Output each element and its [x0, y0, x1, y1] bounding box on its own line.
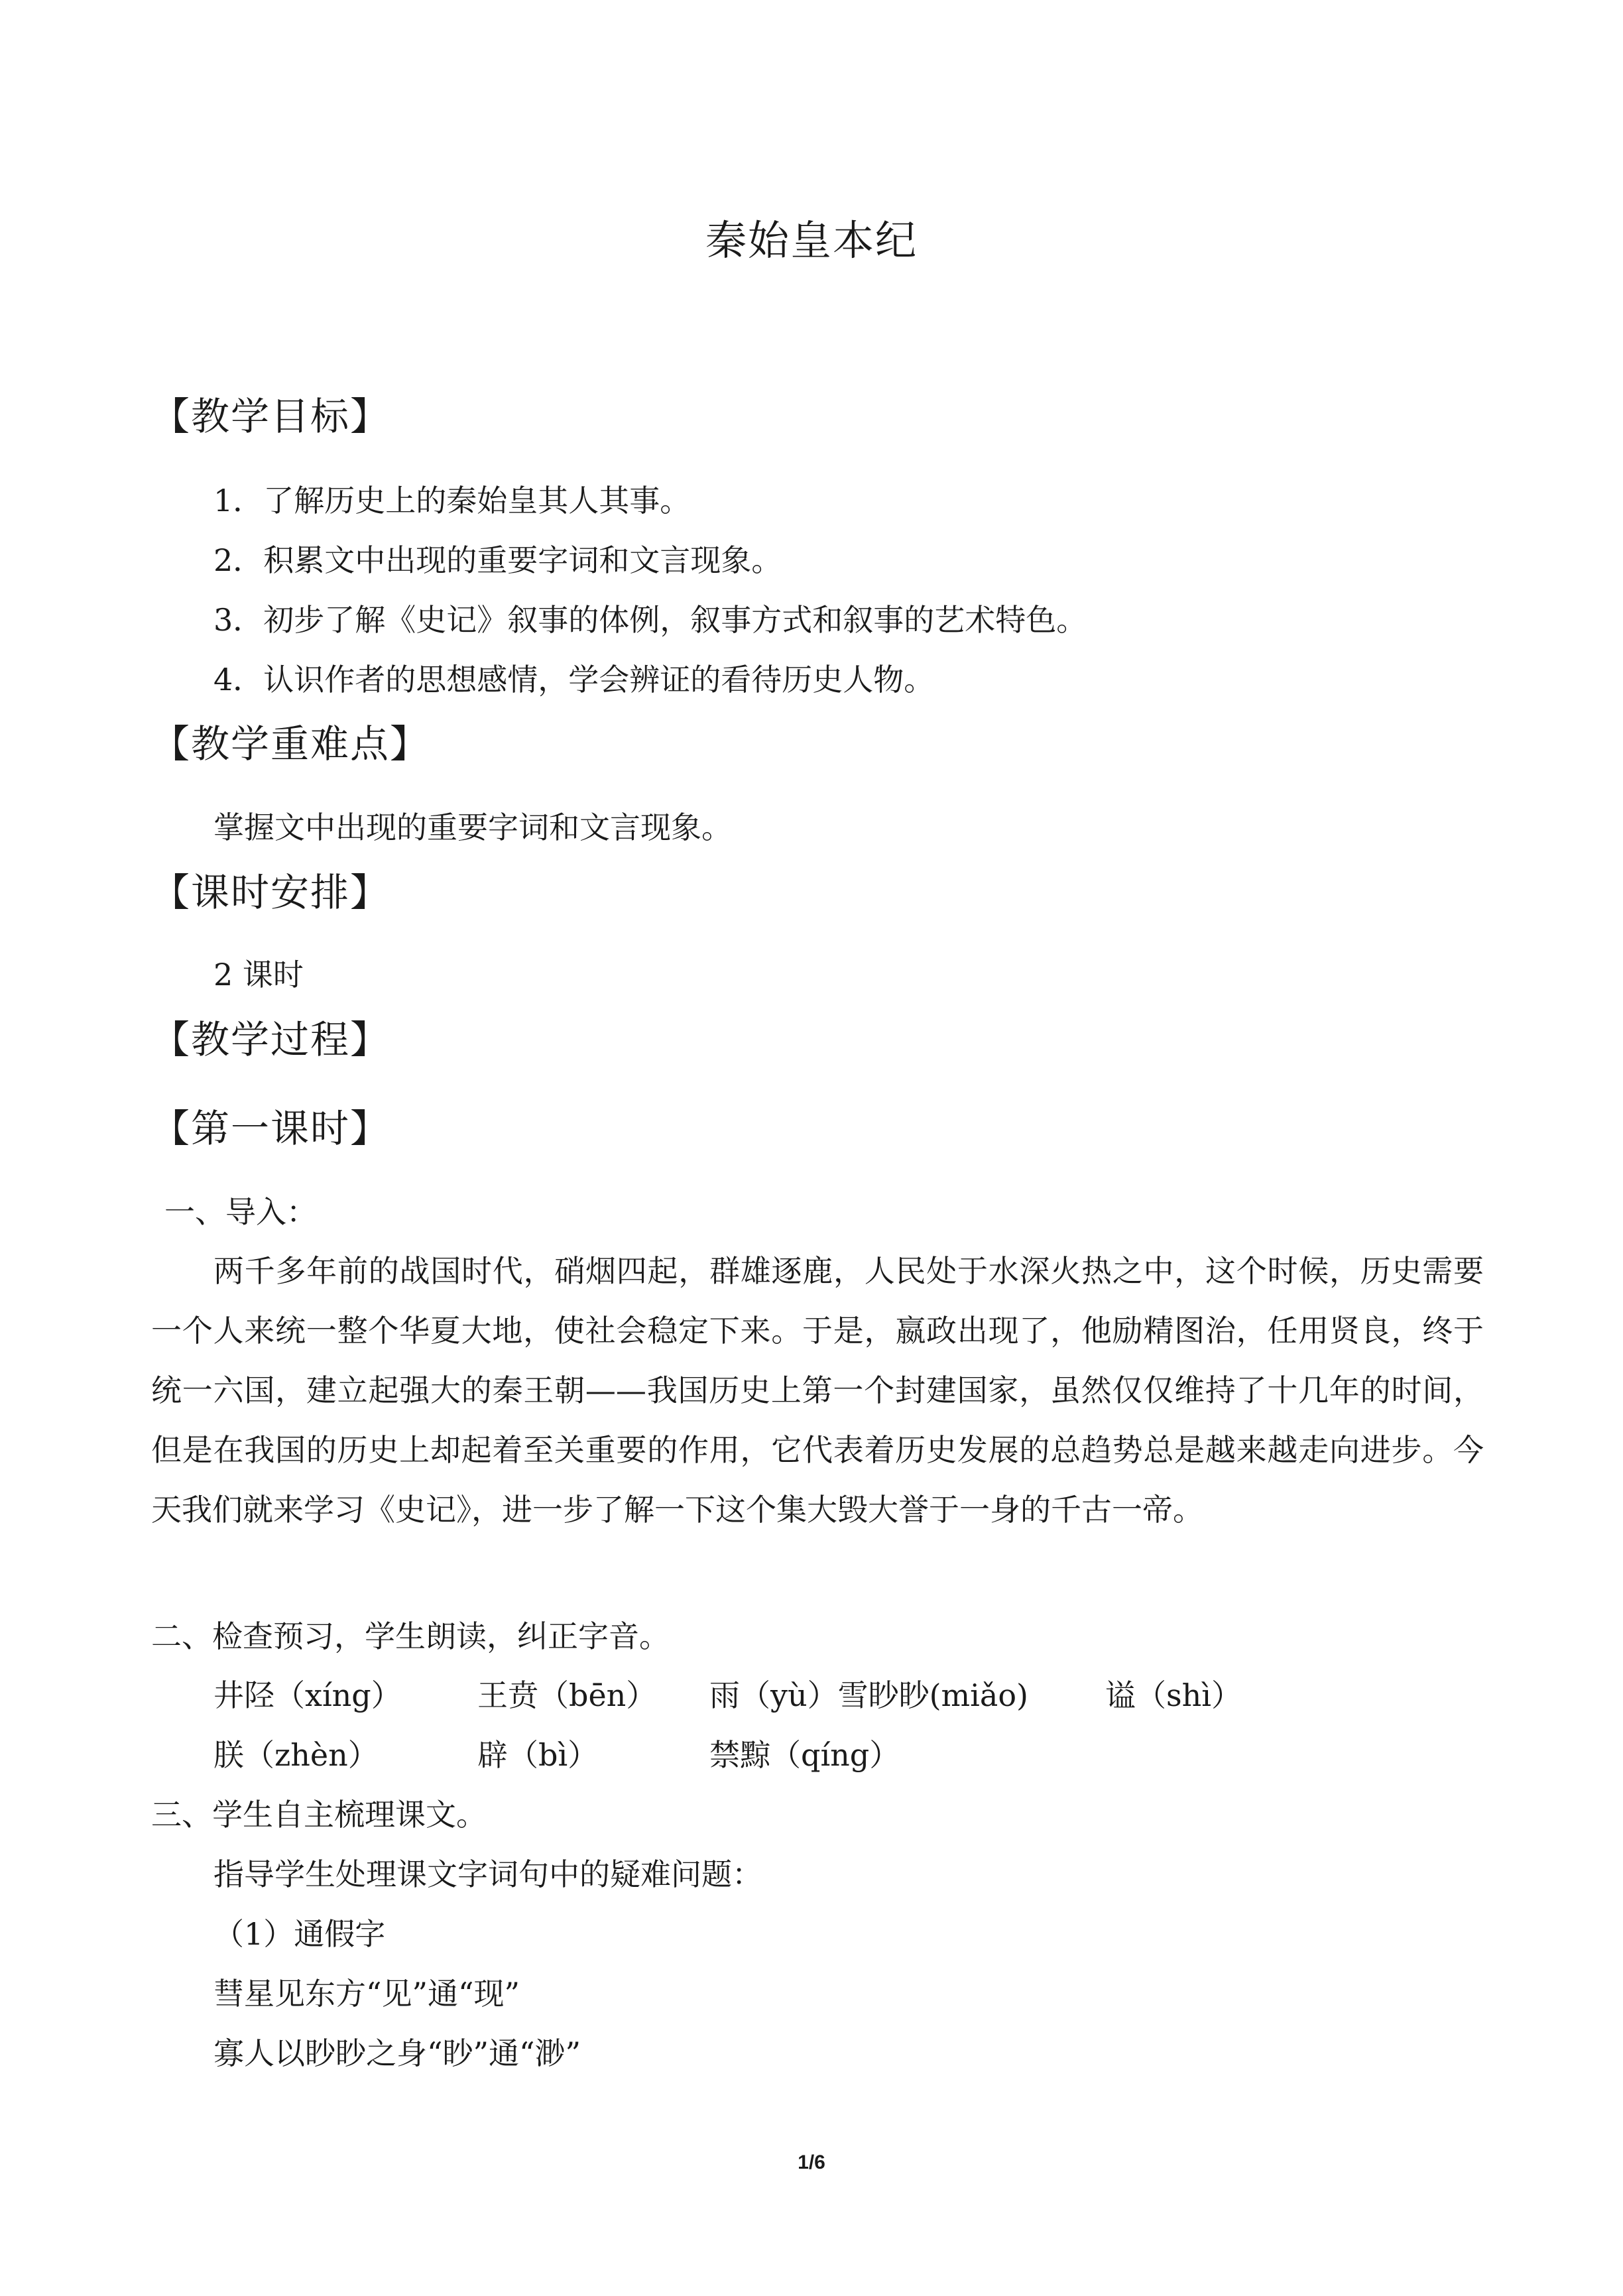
section-3-guide: 指导学生处理课文字词句中的疑难问题： [213, 1856, 762, 1892]
pinyin-item: 雨（yù）雪眇眇(miǎo) [709, 1677, 1028, 1713]
pinyin-item: 禁黥（qíng） [709, 1737, 900, 1773]
pinyin-item: 王贲（bēn） [477, 1677, 657, 1713]
pinyin-item: 辟（bì） [477, 1737, 599, 1773]
section-1-paragraph: 两千多年前的战国时代，硝烟四起，群雄逐鹿，人民处于水深火热之中，这个时候，历史需要一个人来统一整个华夏大地，使社会稳定下来。于是，嬴政出现了，他励精图治，任用贤良，终于统一六国，建立起强大的秦王朝——我国历史上第一个封建国家，虽然仅仅维持了十几年的时间，但是在我国的历史上却起着至关重要的作用，它代表着历史发展的总趋势总是越来越走向进步。今天我们就来学习《史记》，进一步了解一下这个集大毁大誉于一身的千古一帝。 [151, 1253, 1484, 1528]
objective-3: 3．初步了解《史记》叙事的体例，叙事方式和叙事的艺术特色。 [213, 602, 1087, 638]
objective-4: 4．认识作者的思想感情，学会辨证的看待历史人物。 [213, 662, 935, 697]
heading-lesson-1: 【第一课时】 [151, 1106, 391, 1151]
heading-key-points: 【教学重难点】 [151, 721, 430, 766]
section-2-label: 二、检查预习，学生朗读，纠正字音。 [151, 1618, 670, 1654]
heading-process: 【教学过程】 [151, 1017, 391, 1062]
page-number: 1/6 [798, 2151, 825, 2173]
example-1: 彗星见东方“见”通“现” [213, 1976, 520, 2012]
document-title: 秦始皇本纪 [705, 216, 918, 265]
section-1-label: 一、导入： [164, 1194, 317, 1230]
schedule-text: 2 课时 [213, 957, 304, 993]
heading-schedule: 【课时安排】 [151, 870, 391, 915]
section-3-subheading: （1）通假字 [213, 1916, 386, 1952]
section-3-label: 三、学生自主梳理课文。 [151, 1797, 487, 1833]
pinyin-item: 谥（shì） [1105, 1677, 1242, 1713]
heading-objectives: 【教学目标】 [151, 394, 391, 439]
objective-1: 1．了解历史上的秦始皇其人其事。 [213, 483, 691, 518]
pinyin-item: 井陉（xíng） [213, 1677, 402, 1713]
key-points-text: 掌握文中出现的重要字词和文言现象。 [213, 810, 732, 845]
objective-2: 2．积累文中出现的重要字词和文言现象。 [213, 542, 782, 578]
example-2: 寡人以眇眇之身“眇”通“渺” [213, 2035, 581, 2071]
pinyin-item: 朕（zhèn） [213, 1737, 379, 1773]
